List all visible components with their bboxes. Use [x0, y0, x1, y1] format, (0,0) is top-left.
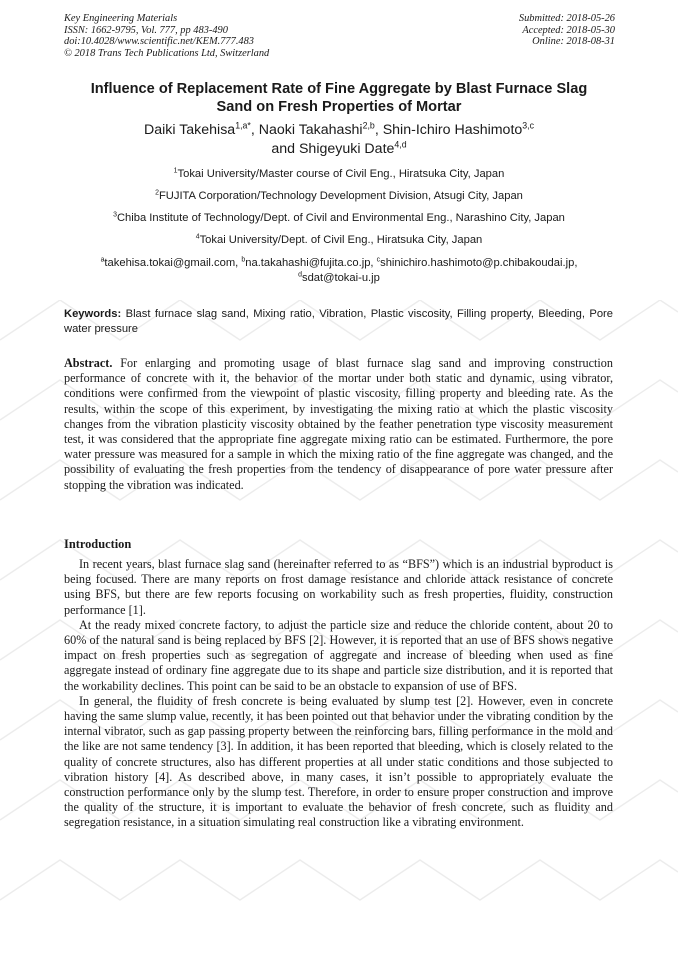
email-sup: d: [298, 270, 302, 278]
author-name: Naoki Takahashi: [258, 122, 363, 138]
paragraph: In general, the fluidity of fresh concrete is being evaluated by slump test [2]. However, even in concrete having the same slump value, recently, it has been pointed out that behavior under the vibrating condition by the internal vibrator, such as gap passing property between the reinforcing bars, filling performance in the mold and the like are not same tendency [3]. In addition, it has been reported that bleeding, which is closely related to the quality of concrete structures, also has different properties at all under static conditions and those subjected to vibration history [4]. As described above, in many cases, it isn’t possible to appropriately evaluate the construction performance only by the slump test. Therefore, in order to ensure proper construction and improve the quality of the structure, it is important to evaluate the behavior of fresh concrete, such as fluidity and segregation resistance, in a situation simulating real construction like a vibrating environment.: [64, 693, 613, 830]
email-link[interactable]: takehisa.tokai@gmail.com: [104, 257, 236, 269]
email-sup: a: [100, 256, 105, 264]
affiliation: [40, 163, 638, 185]
issn: ISSN: 1662-9795, Vol. 777, pp 483-490: [64, 24, 228, 36]
affiliation-text: Tokai University/Dept. of Civil Eng., Hiratsuka City, Japan: [199, 234, 483, 246]
affiliation-text: Tokai University/Master course of Civil Eng., Hiratsuka City, Japan: [177, 168, 505, 180]
affiliation-number: 3: [113, 211, 117, 219]
email-sup: b: [241, 256, 246, 264]
journal-name: Key Engineering Materials: [64, 13, 178, 24]
paragraph: In recent years, blast furnace slag sand (hereinafter referred to as “BFS”) which is an industrial byproduct is being focused. There are many reports on frost damage resistance and chloride attack resistance of concrete using BFS, but there are few reports focusing on workability such as fresh properties, fluidity, construction performance [1].: [64, 557, 613, 617]
introduction-body: [64, 557, 613, 831]
email-separator: ,: [574, 257, 578, 269]
affiliation-number: 4: [195, 233, 200, 241]
abstract-label: Abstract.: [64, 356, 113, 370]
title-line-2: Sand on Fresh Properties of Mortar: [216, 99, 462, 115]
author-affil-sup: 4,d: [394, 138, 407, 149]
submitted-date: Submitted: 2018-05-26: [518, 13, 615, 24]
email-separator: ,: [370, 257, 377, 269]
keywords-label: Keywords:: [64, 308, 122, 320]
accepted-date: Accepted: 2018-05-30: [522, 24, 615, 36]
affiliation-number: 1: [173, 167, 178, 175]
affiliation-text: FUJITA Corporation/Technology Development Division, Atsugi City, Japan: [158, 190, 523, 202]
affiliation: [40, 229, 638, 251]
author-affil-sup: 1,a*: [235, 120, 251, 131]
email-link[interactable]: na.takahashi@fujita.co.jp: [245, 257, 371, 269]
email-link[interactable]: shinichiro.hashimoto@p.chibakoudai.jp: [380, 257, 575, 269]
copyright: © 2018 Trans Tech Publications Ltd, Switzerland: [64, 47, 270, 59]
author-name: Shin-Ichiro Hashimoto: [382, 122, 523, 138]
author-emails: [50, 256, 628, 285]
affiliation-text: Chiba Institute of Technology/Dept. of Civil and Environmental Eng., Narashino City, Japan: [116, 212, 565, 224]
keywords-text: Blast furnace slag sand, Mixing ratio, Vibration, Plastic viscosity, Filling property, Bleeding, Pore water pressure: [64, 308, 613, 335]
author-affil-sup: 3,c: [522, 120, 535, 131]
affiliation-number: 2: [155, 189, 159, 197]
paragraph: At the ready mixed concrete factory, to adjust the particle size and reduce the chloride content, about 20 to 60% of the natural sand is being replaced by BFS [2]. However, it is reported that an use of BFS shows negative impact on fresh properties such as segregation of aggregate and increase of bleeding when used as fine aggregate instead of ordinary fine aggregate due to its shape and particle size distribution, and it is reported that the workability declines. This point can be said to be an obstacle to expansion of use of BFS.: [64, 617, 613, 693]
paper-title: [40, 80, 638, 116]
author-list: [60, 121, 618, 158]
abstract: [64, 356, 613, 493]
email-sup: c: [376, 256, 381, 264]
journal-info: [64, 13, 269, 59]
online-date: Online: 2018-08-31: [532, 36, 615, 48]
affiliation: [40, 185, 638, 207]
author-affil-sup: 2,b: [362, 120, 375, 131]
email-link[interactable]: sdat@tokai-u.jp: [301, 271, 380, 284]
author-separator: ,: [250, 122, 259, 138]
affiliations: [40, 163, 638, 251]
author-name: Daiki Takehisa: [143, 122, 236, 138]
section-heading-introduction: Introduction: [64, 537, 132, 551]
title-line-1: Influence of Replacement Rate of Fine Aggregate by Blast Furnace Slag: [90, 81, 588, 97]
affiliation: [40, 207, 638, 229]
author-name: Shigeyuki Date: [298, 140, 395, 157]
abstract-text: For enlarging and promoting usage of blast furnace slag sand and improving construction performance of concrete with it, the behavior of the mortar under both static and dynamic, using vibrator, conditions were confirmed from the viewpoint of plastic viscosity, filling property and bleeding rate. As the results, within the scope of this experiment, by investigating the mixing ratio at which the plastic viscosity changes from the vibration plasticity viscosity obtained by the feather penetration type viscosity measurement test, it was considered that the appropriate fine aggregate mixing ratio can be estimated. Furthermore, the pore water pressure was measured for a sample in which the mixing ratio of the fine aggregate was changed, and the possibility of evaluating the fresh properties from the tendency of disappearance of pore water pressure after stopping the vibration was indicated.: [64, 356, 613, 492]
publication-dates: [519, 13, 615, 48]
author-separator: ,: [374, 122, 383, 138]
doi: doi:10.4028/www.scientific.net/KEM.777.483: [64, 36, 254, 48]
author-and: and: [271, 140, 299, 157]
keywords: [64, 307, 613, 336]
email-separator: ,: [235, 257, 242, 269]
